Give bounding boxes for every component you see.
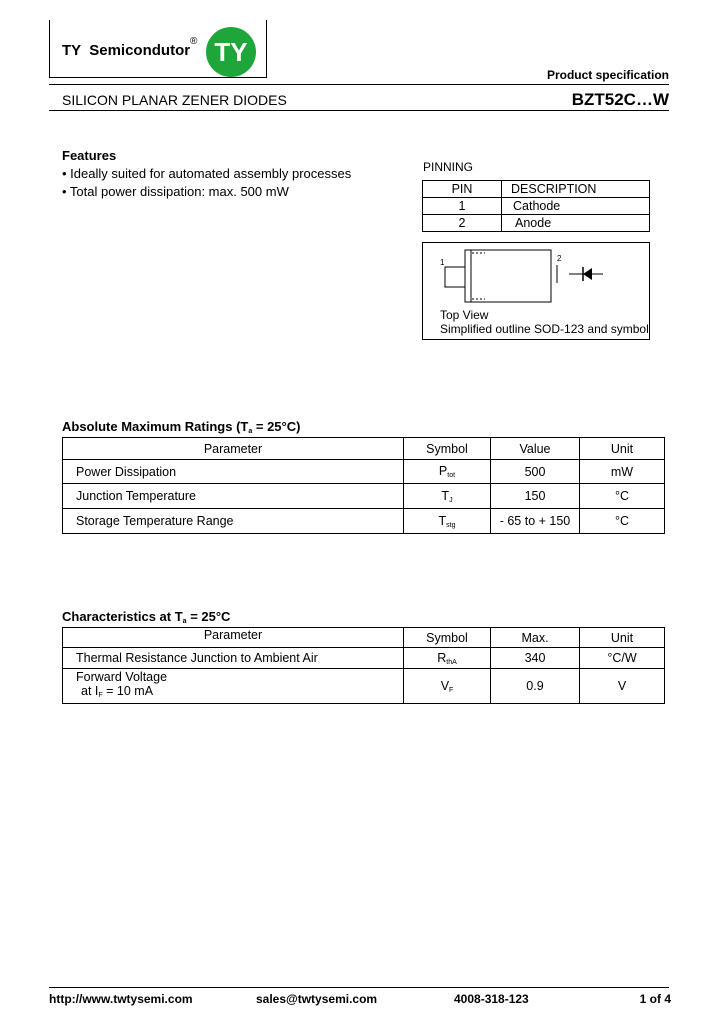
- column-header: PIN: [423, 181, 502, 198]
- symbol: V: [440, 678, 450, 693]
- symbol-subscript: F: [449, 686, 454, 694]
- pinning-table: [422, 180, 650, 232]
- column-header: Unit: [580, 628, 665, 648]
- parameter-cell: [63, 669, 404, 704]
- feature-item: • Total power dissipation: max. 500 mW: [62, 184, 289, 199]
- symbol-subscript: stg: [446, 521, 456, 529]
- table-row: [423, 198, 650, 215]
- diagram-caption: Simplified outline SOD-123 and symbol: [440, 322, 649, 336]
- parameter-cell: Storage Temperature Range: [63, 509, 404, 534]
- symbol-subscript: J: [449, 496, 453, 504]
- pin-number: 1: [423, 198, 502, 215]
- pin-number: 2: [423, 215, 502, 232]
- table-header-row: [63, 628, 665, 648]
- table-header-row: [63, 438, 665, 460]
- characteristics-heading: [62, 609, 230, 625]
- package-diagram-box: [422, 242, 650, 340]
- page-number: 1 of 4: [639, 992, 671, 1006]
- table-row: [63, 648, 665, 669]
- title-rule: [49, 110, 669, 111]
- pin-description: Anode: [502, 215, 650, 232]
- condition-text-end: = 10 mA: [102, 683, 154, 698]
- unit-cell: °C/W: [580, 648, 665, 669]
- registered-mark: ®: [190, 36, 198, 47]
- symbol-subscript: tot: [447, 472, 456, 479]
- value-cell: 340: [491, 648, 580, 669]
- column-header: DESCRIPTION: [502, 181, 650, 198]
- pin2-label: 2: [557, 254, 562, 263]
- logo-icon: TY: [206, 27, 256, 77]
- heading-subscript: a: [182, 618, 187, 625]
- value-cell: - 65 to + 150: [491, 509, 580, 534]
- table-header-row: [423, 181, 650, 198]
- column-header: Parameter: [63, 628, 404, 648]
- column-header: Symbol: [404, 438, 491, 460]
- symbol-subscript: thA: [446, 658, 457, 666]
- symbol: T: [438, 513, 447, 528]
- condition-subscript: F: [98, 691, 103, 699]
- heading-text: Characteristics at T: [62, 609, 183, 624]
- symbol: P: [438, 464, 448, 478]
- symbol-cell: [404, 460, 491, 484]
- pin1-label: 1: [440, 258, 445, 267]
- parameter-cell: Junction Temperature: [63, 484, 404, 509]
- abs-max-heading: [62, 419, 300, 435]
- column-header: Parameter: [63, 438, 404, 460]
- heading-text-end: = 25°C): [252, 419, 301, 434]
- value-cell: 500: [491, 460, 580, 484]
- feature-item: • Ideally suited for automated assembly processes: [62, 166, 352, 181]
- symbol-cell: [404, 648, 491, 669]
- footer-email-link[interactable]: sales@twtysemi.com: [256, 992, 378, 1006]
- symbol: R: [437, 650, 447, 665]
- column-header: Symbol: [404, 628, 491, 648]
- table-row: [63, 484, 665, 509]
- abs-max-table: [62, 437, 665, 534]
- unit-cell: °C: [580, 509, 665, 534]
- pinning-heading: PINNING: [423, 160, 474, 174]
- condition-text: at I: [81, 683, 99, 698]
- column-header: Value: [491, 438, 580, 460]
- header-rule: [49, 84, 669, 85]
- column-header: Unit: [580, 438, 665, 460]
- symbol-cell: [404, 509, 491, 534]
- value-cell: 0.9: [491, 669, 580, 704]
- parameter-cell: Power Dissipation: [63, 460, 404, 484]
- footer-website-link[interactable]: http://www.twtysemi.com: [49, 992, 193, 1006]
- footer-rule: [49, 987, 669, 988]
- diagram-caption: Top View: [440, 308, 489, 322]
- symbol-cell: [404, 669, 491, 704]
- unit-cell: V: [580, 669, 665, 704]
- part-number: BZT52C…W: [571, 90, 669, 109]
- heading-text: Absolute Maximum Ratings (T: [62, 419, 249, 434]
- sod123-outline-icon: [423, 243, 649, 313]
- footer-phone: 4008-318-123: [454, 992, 529, 1006]
- parameter-line: Forward Voltage: [76, 669, 168, 684]
- table-row: [423, 215, 650, 232]
- characteristics-table: [62, 627, 665, 704]
- unit-cell: °C: [580, 484, 665, 509]
- value-cell: 150: [491, 484, 580, 509]
- parameter-cell: Thermal Resistance Junction to Ambient Air: [63, 648, 404, 669]
- table-row: [63, 460, 665, 484]
- column-header: Max.: [491, 628, 580, 648]
- symbol: T: [441, 488, 450, 503]
- brand-name: TY Semicondutor: [62, 42, 191, 59]
- features-heading: Features: [62, 148, 117, 163]
- heading-text-end: = 25°C: [186, 609, 231, 624]
- page-title: SILICON PLANAR ZENER DIODES: [62, 92, 287, 108]
- symbol-cell: [404, 484, 491, 509]
- heading-subscript: a: [248, 428, 253, 435]
- table-row: [63, 509, 665, 534]
- table-row: [63, 669, 665, 704]
- parameter-condition: [76, 684, 403, 703]
- pin-description: Cathode: [502, 198, 650, 215]
- unit-cell: mW: [580, 460, 665, 484]
- product-specification-label: Product specification: [546, 68, 669, 82]
